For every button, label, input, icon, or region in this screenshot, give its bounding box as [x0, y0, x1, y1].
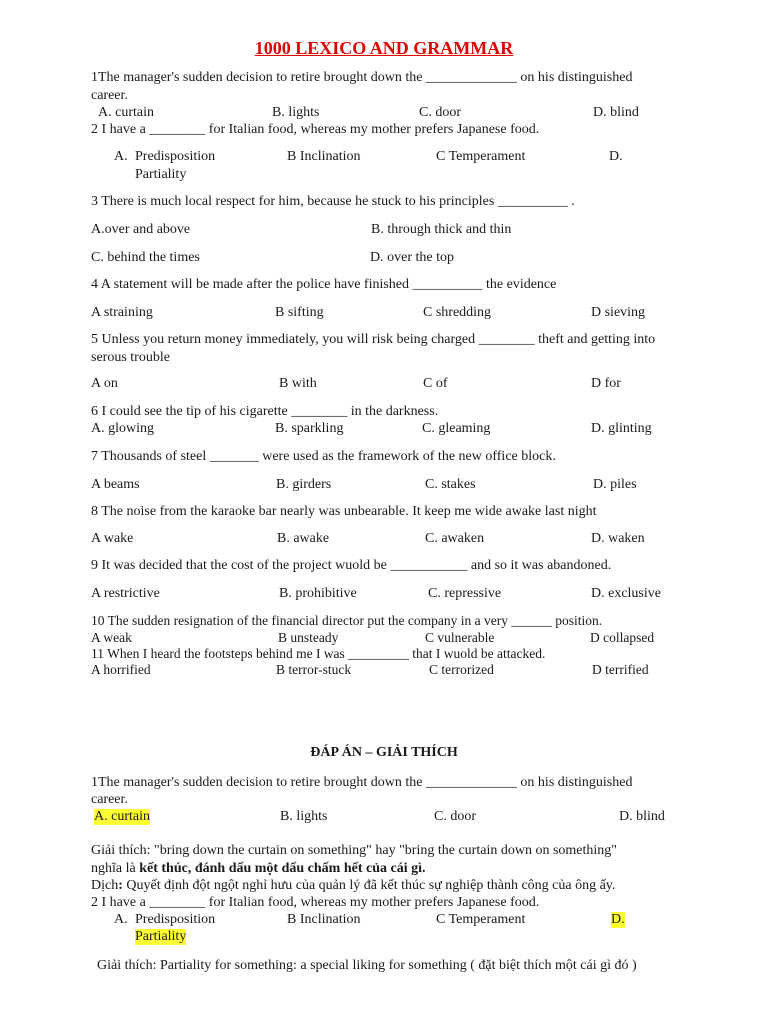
- answer-2-option-d-highlighted: Partiality: [135, 929, 187, 944]
- question-2-option-d: Partiality: [135, 167, 187, 182]
- answer-2-explanation: Giải thích: Partiality for something: a special liking for something ( đặt biệt thích một cái gì đó ): [97, 958, 637, 973]
- answer-1-stem: 1The manager's sudden decision to retire brought down the _____________ on his distinguished: [91, 775, 633, 790]
- question-7-option-d: D. piles: [593, 477, 637, 492]
- question-10-option-c: C vulnerable: [425, 630, 495, 645]
- question-6-option-b: B. sparkling: [275, 421, 344, 436]
- question-9-option-d: D. exclusive: [591, 586, 661, 601]
- question-8-stem: 8 The noise from the karaoke bar nearly was unbearable. It keep me wide awake last night: [91, 504, 597, 519]
- question-8-option-b: B. awake: [277, 531, 330, 546]
- question-11-option-a: A horrified: [91, 662, 151, 677]
- question-1-option-c: C. door: [419, 105, 461, 120]
- question-8-option-c: C. awaken: [425, 531, 485, 546]
- question-3-option-d: D. over the top: [370, 250, 454, 265]
- question-1-option-d: D. blind: [593, 105, 639, 120]
- question-9-option-a: A restrictive: [91, 586, 160, 601]
- answer-1-option-d: D. blind: [619, 809, 665, 824]
- question-4-stem: 4 A statement will be made after the police have finished __________ the evidence: [91, 277, 557, 292]
- question-9-option-c: C. repressive: [428, 586, 502, 601]
- document-title: 1000 LEXICO AND GRAMMAR: [254, 38, 514, 58]
- question-3-stem: 3 There is much local respect for him, because he stuck to his principles __________ .: [91, 194, 575, 209]
- question-5-option-d: D for: [591, 376, 621, 391]
- translation-separator: :: [118, 878, 123, 893]
- question-1-option-b: B. lights: [272, 105, 320, 120]
- question-1-option-a: A. curtain: [98, 105, 154, 120]
- question-4-option-b: B sifting: [275, 305, 324, 320]
- answer-2-stem: 2 I have a ________ for Italian food, whereas my mother prefers Japanese food.: [91, 895, 540, 910]
- answer-1-option-a-highlighted: A. curtain: [94, 809, 150, 824]
- answer-2-option-b: B Inclination: [287, 912, 361, 927]
- question-11-option-b: B terror-stuck: [276, 662, 352, 677]
- question-7-option-a: A beams: [91, 477, 140, 492]
- question-6-stem: 6 I could see the tip of his cigarette ________ in the darkness.: [91, 404, 439, 419]
- question-5-stem: 5 Unless you return money immediately, you will risk being charged ________ theft and getting into: [91, 332, 656, 347]
- question-11-option-d: D terrified: [592, 662, 649, 677]
- question-2-option-a: Predisposition: [135, 149, 216, 164]
- question-2-option-a-marker: A.: [114, 149, 128, 164]
- question-4-option-c: C shredding: [423, 305, 492, 320]
- question-10-option-a: A weak: [91, 630, 132, 645]
- question-10-option-d: D collapsed: [590, 630, 655, 645]
- question-10-stem: 10 The sudden resignation of the financial director put the company in a very ______ position.: [91, 613, 603, 628]
- explanation-prefix: nghĩa là: [91, 861, 140, 876]
- question-2-option-b: B Inclination: [287, 149, 361, 164]
- question-3-option-a: A.over and above: [91, 222, 191, 237]
- answer-1-stem-cont: career.: [91, 792, 128, 807]
- answer-2-option-c: C Temperament: [436, 912, 526, 927]
- question-7-stem: 7 Thousands of steel _______ were used as the framework of the new office block.: [91, 449, 556, 464]
- answer-1-option-b: B. lights: [280, 809, 328, 824]
- question-1-stem: 1The manager's sudden decision to retire brought down the _____________ on his distinguished: [91, 70, 633, 85]
- answer-1-explanation-cont: [91, 861, 425, 877]
- question-3-option-b: B. through thick and thin: [371, 222, 512, 237]
- question-11-option-c: C terrorized: [429, 662, 494, 677]
- question-9-option-b: B. prohibitive: [279, 586, 357, 601]
- question-7-option-b: B. girders: [276, 477, 332, 492]
- question-6-option-d: D. glinting: [591, 421, 652, 436]
- question-10-option-b: B unsteady: [278, 630, 339, 645]
- question-5-option-b: B with: [279, 376, 317, 391]
- question-6-option-a: A. glowing: [91, 421, 154, 436]
- answers-heading: ĐÁP ÁN – GIẢI THÍCH: [310, 745, 458, 760]
- answer-2-option-d-marker-highlighted: D.: [611, 912, 625, 927]
- question-2-option-d-marker: D.: [609, 149, 623, 164]
- question-8-option-a: A wake: [91, 531, 134, 546]
- question-4-option-a: A straining: [91, 305, 153, 320]
- question-11-stem: 11 When I heard the footsteps behind me I was _________ that I wuold be attacked.: [91, 646, 546, 661]
- question-9-stem: 9 It was decided that the cost of the project wuold be ___________ and so it was abandoned.: [91, 558, 612, 573]
- question-5-option-c: C of: [423, 376, 448, 391]
- answer-1-explanation: Giải thích: "bring down the curtain on something" hay "bring the curtain down on something": [91, 843, 617, 858]
- question-4-option-d: D sieving: [591, 305, 646, 320]
- question-2-stem: 2 I have a ________ for Italian food, whereas my mother prefers Japanese food.: [91, 122, 540, 137]
- question-8-option-d: D. waken: [591, 531, 645, 546]
- answer-2-option-a-marker: A.: [114, 912, 128, 927]
- explanation-meaning: kết thúc, đánh dấu một dấu chấm hết của cái gì.: [139, 861, 426, 876]
- question-1-stem-cont: career.: [91, 88, 128, 103]
- question-5-option-a: A on: [91, 376, 118, 391]
- question-2-option-c: C Temperament: [436, 149, 526, 164]
- translation-label: Dịch: [91, 878, 119, 893]
- question-7-option-c: C. stakes: [425, 477, 476, 492]
- question-3-option-c: C. behind the times: [91, 250, 200, 265]
- answer-2-option-a: Predisposition: [135, 912, 216, 927]
- question-6-option-c: C. gleaming: [422, 421, 491, 436]
- translation-text: Quyết định đột ngột nghỉ hưu của quản lý đã kết thúc sự nghiệp thành công của ông ấy.: [122, 878, 616, 893]
- question-5-stem-cont: serous trouble: [91, 350, 170, 365]
- answer-1-option-c: C. door: [434, 809, 476, 824]
- answer-1-translation: [91, 878, 615, 894]
